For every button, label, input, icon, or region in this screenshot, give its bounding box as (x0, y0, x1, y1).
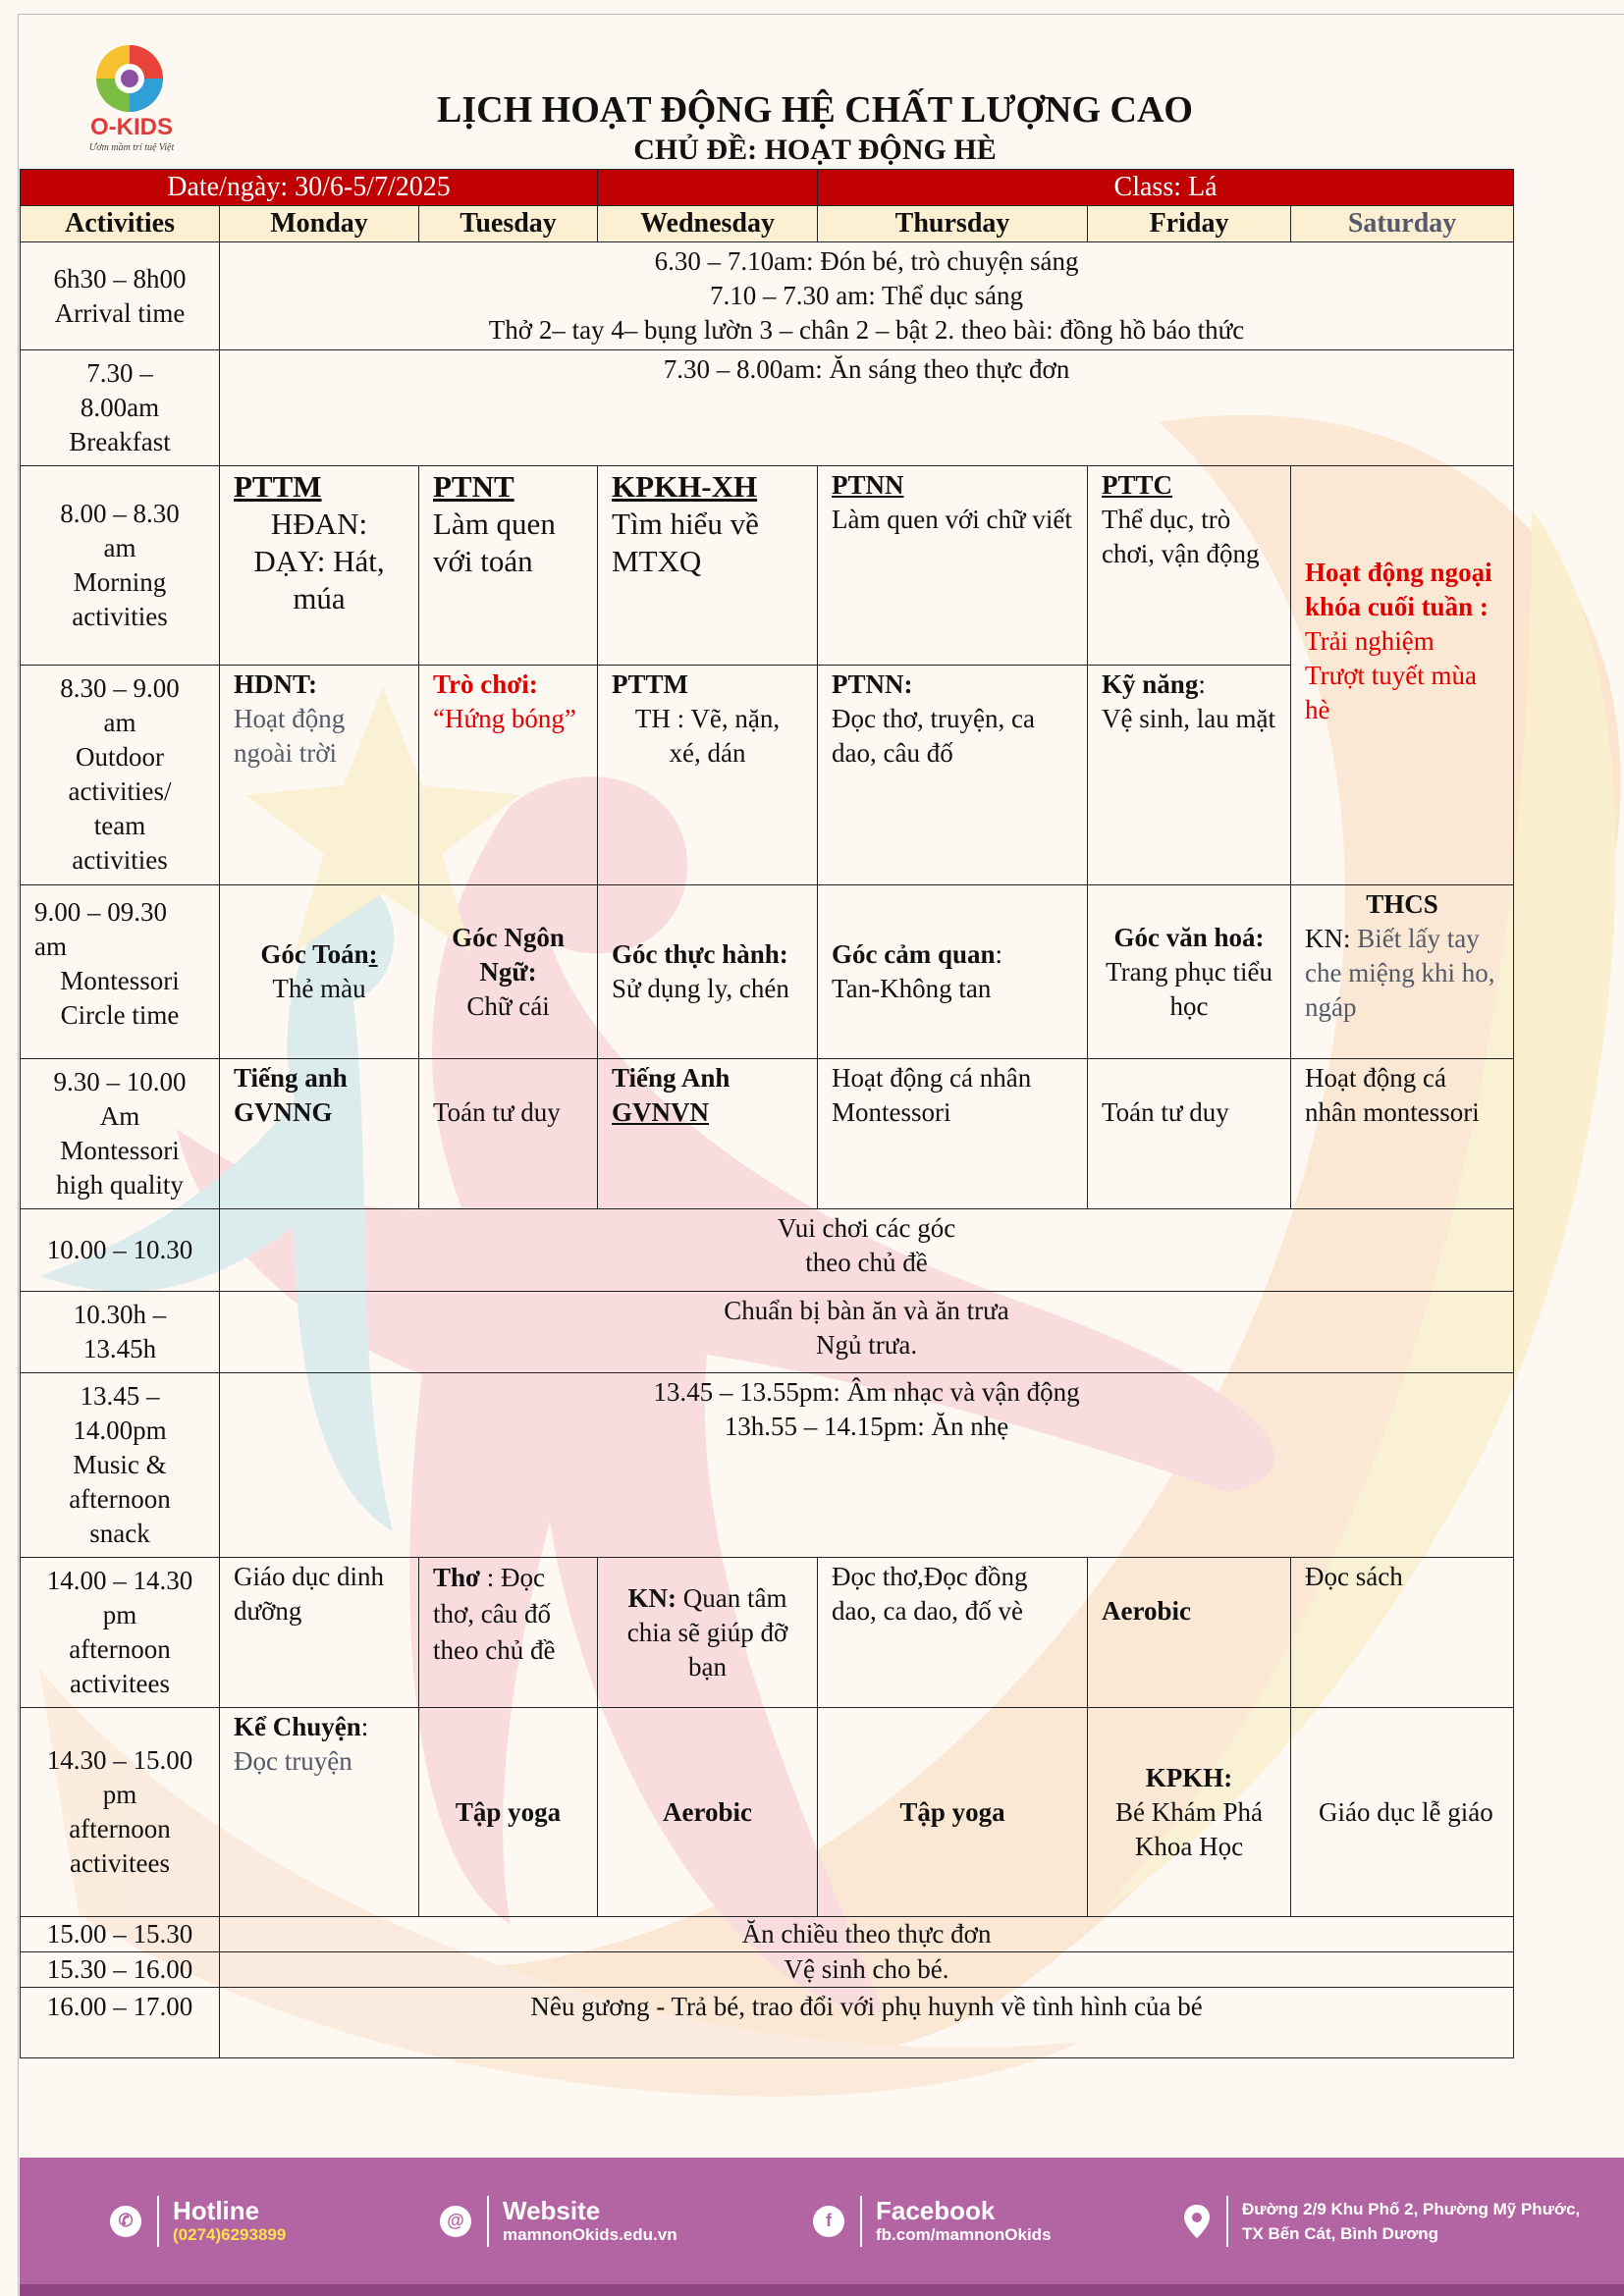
tuesday-cell: Tập yoga (419, 1708, 598, 1917)
friday-cell (1088, 885, 1291, 1059)
time-line: activitees (70, 1848, 170, 1878)
cell-heading: KN: (627, 1582, 677, 1613)
cell-colon: : (1198, 669, 1206, 699)
time-cell (21, 1558, 220, 1708)
all-days-cell: Nêu gương - Trả bé, trao đổi với phụ huynh về tình hình của bé (220, 1988, 1514, 2058)
cell-text: Hoạt động ngoài trời (234, 704, 346, 768)
friday-cell (1088, 466, 1291, 666)
monday-cell (220, 666, 419, 885)
time-line: 14.00 – 14.30 (46, 1566, 193, 1595)
wednesday-cell (598, 466, 818, 666)
footer-hotline[interactable] (110, 2158, 286, 2284)
cell-text: Trải nghiệm Trượt tuyết mùa hè (1305, 625, 1477, 724)
time-cell: 15.30 – 16.00 (21, 1952, 220, 1988)
cell-heading: Góc cảm quan (832, 939, 996, 969)
table-row (21, 350, 1514, 466)
website-label: Website (503, 2195, 601, 2225)
thursday-cell: Tập yoga (818, 1708, 1088, 1917)
time-line: team (93, 811, 146, 840)
tuesday-cell (419, 666, 598, 885)
cell-heading: THCS (1366, 889, 1438, 919)
cell-text: Tan-Không tan (832, 974, 992, 1003)
cell-text: DẠY: Hát, (253, 544, 385, 578)
saturday-cell (1291, 885, 1514, 1059)
cell-text: Đọc thơ, truyện, ca dao, câu đố (832, 704, 1035, 768)
phone-icon: ✆ (110, 2206, 141, 2237)
wednesday-cell (598, 666, 818, 885)
time-line: Music & (73, 1450, 167, 1479)
saturday-cell: Hoạt động cá nhân montessori (1291, 1059, 1514, 1209)
activity-line: Ngủ trưa. (815, 1330, 918, 1360)
cell-heading: Góc Toán (260, 939, 369, 969)
monday-cell (220, 885, 419, 1059)
time-line: pm (102, 1780, 137, 1809)
time-line: 8.30 – 9.00 (60, 673, 180, 703)
cell-heading: PTNN (832, 470, 904, 500)
monday-cell (220, 466, 419, 666)
cell-text: Toán tư duy (1102, 1097, 1229, 1127)
time-line: Outdoor (76, 742, 164, 772)
cell-text: TH : Vẽ, nặn, (634, 704, 781, 733)
all-days-cell: Ăn chiều theo thực đơn (220, 1917, 1514, 1952)
thursday-cell (818, 666, 1088, 885)
schedule-table (20, 169, 1514, 2058)
cell-text: Đọc truyện (234, 1746, 352, 1776)
tuesday-cell (419, 1558, 598, 1708)
activity-line: 6.30 – 7.10am: Đón bé, trò chuyện sáng (654, 246, 1079, 276)
time-cell (21, 1059, 220, 1209)
cell-heading: PTNT (433, 469, 514, 504)
saturday-cell (1291, 1708, 1514, 1917)
col-header-tuesday: Tuesday (419, 206, 598, 242)
cell-heading: Hoạt động ngoại khóa cuối tuần : (1305, 557, 1492, 621)
thursday-cell: Đọc thơ,Đọc đồng dao, ca dao, đố vè (818, 1558, 1088, 1708)
cell-text: xé, dán (669, 738, 746, 768)
logo-tagline: Ươm mầm trí tuệ Việt (88, 142, 175, 153)
col-header-friday: Friday (1088, 206, 1291, 242)
footer-divider (1226, 2196, 1228, 2247)
cell-heading: PTNN: (832, 669, 913, 699)
friday-cell (1088, 1708, 1291, 1917)
cell-text: GVNNG (234, 1097, 333, 1127)
cell-text: Vệ sinh, lau mặt (1102, 704, 1275, 733)
time-line: Montessori (60, 966, 180, 995)
time-line: 6h30 – 8h00 (53, 263, 187, 294)
time-line: am (34, 932, 67, 961)
time-line: activities (72, 845, 168, 875)
time-cell (21, 350, 220, 466)
cell-heading: Góc văn hoá: (1113, 922, 1265, 952)
col-header-thursday: Thursday (818, 206, 1088, 242)
time-cell (21, 1373, 220, 1558)
footer-address (1183, 2158, 1580, 2284)
col-header-saturday: Saturday (1291, 206, 1514, 242)
time-line: am (103, 708, 136, 737)
table-row (21, 1292, 1514, 1373)
cell-text: Quan tâm chia sẽ giúp đỡ bạn (626, 1582, 788, 1682)
activity-line: 13.45 – 13.55pm: Âm nhạc và vận động (653, 1377, 1080, 1407)
footer-divider (487, 2196, 489, 2247)
time-line: 9.00 – 09.30 (34, 897, 167, 927)
page-title: LỊCH HOẠT ĐỘNG HỆ CHẤT LƯỢNG CAO (437, 89, 1193, 131)
time-line: Breakfast (69, 427, 171, 456)
footer-divider (157, 2196, 159, 2247)
col-header-wednesday: Wednesday (598, 206, 818, 242)
activity-line: Thở 2– tay 4– bụng lườn 3 – chân 2 – bật 2. theo bài: đồng hồ báo thức (488, 315, 1245, 345)
cell-heading: KPKH: (1145, 1762, 1233, 1792)
address-line: TX Bến Cát, Bình Dương (1242, 2223, 1439, 2243)
friday-cell (1088, 666, 1291, 885)
time-line: pm (102, 1600, 137, 1629)
at-icon: @ (440, 2206, 471, 2237)
time-line: 9.30 – 10.00 (53, 1067, 187, 1096)
facebook-label: Facebook (876, 2195, 996, 2225)
table-row (21, 666, 1514, 885)
hotline-label: Hotline (173, 2195, 260, 2225)
page-subtitle: CHỦ ĐỀ: HOẠT ĐỘNG HÈ (633, 133, 997, 166)
date-cell: Date/ngày: 30/6-5/7/2025 (21, 170, 598, 206)
thursday-cell: Hoạt động cá nhân Montessori (818, 1059, 1088, 1209)
time-line: 14.30 – 15.00 (46, 1745, 193, 1775)
cell-colon: : (368, 939, 378, 969)
time-line: activitees (70, 1669, 170, 1698)
all-days-cell (220, 242, 1514, 350)
cell-heading: Kỹ năng (1102, 669, 1199, 699)
wednesday-cell (598, 885, 818, 1059)
table-row (21, 1558, 1514, 1708)
monday-cell: Giáo dục dinh dưỡng (220, 1558, 419, 1708)
activity-line: 7.10 – 7.30 am: Thể dục sáng (710, 281, 1023, 310)
location-pin-icon (1183, 2204, 1211, 2239)
cell-text: Thể dục, trò chơi, vận động (1102, 505, 1260, 568)
facebook-icon: f (813, 2206, 844, 2237)
all-days-cell: Vệ sinh cho bé. (220, 1952, 1514, 1988)
cell-heading: PTTM (234, 469, 322, 504)
logo-brand: O-KIDS (90, 114, 173, 140)
table-row (21, 1917, 1514, 1952)
tuesday-cell (419, 885, 598, 1059)
cell-text: HĐAN: (270, 507, 368, 541)
cell-text: GVNVN (612, 1097, 710, 1127)
class-cell: Class: Lá (818, 170, 1514, 206)
wednesday-cell: Aerobic (598, 1708, 818, 1917)
time-cell (21, 885, 220, 1059)
footer-website[interactable] (440, 2158, 677, 2284)
time-line: 14.00pm (73, 1415, 167, 1445)
time-cell: 16.00 – 17.00 (21, 1988, 220, 2058)
empty-red-cell (598, 170, 818, 206)
monday-cell (220, 1059, 419, 1209)
time-line: Circle time (60, 1000, 180, 1030)
address-line: Đường 2/9 Khu Phố 2, Phường Mỹ Phước, (1242, 2199, 1581, 2218)
all-days-cell (220, 1373, 1514, 1558)
table-row (21, 1209, 1514, 1292)
time-line: afternoon (69, 1634, 171, 1664)
cell-colon: : (995, 939, 1003, 969)
table-row (21, 1988, 1514, 2058)
time-line: Arrival time (54, 297, 186, 328)
monday-cell (220, 1708, 419, 1917)
table-row (21, 1373, 1514, 1558)
cell-heading: KPKH-XH (612, 469, 758, 504)
activity-line: Chuẩn bị bàn ăn và ăn trưa (724, 1296, 1009, 1325)
cell-heading: Góc thực hành: (612, 939, 788, 969)
cell-text: Tiếng Anh (612, 1063, 731, 1093)
time-line: 10.30h – (73, 1300, 167, 1329)
time-cell (21, 466, 220, 666)
cell-text: Sử dụng ly, chén (612, 974, 789, 1003)
time-line: high quality (56, 1170, 184, 1200)
time-cell (21, 1708, 220, 1917)
cell-text: Tiếng anh (234, 1063, 348, 1093)
cell-heading: Trò chơi: (433, 669, 538, 699)
cell-text: Làm quen với chữ viết (832, 505, 1072, 534)
cell-heading: PTTM (612, 669, 689, 699)
cell-heading: Thơ (433, 1563, 480, 1592)
footer-strip (20, 2284, 1624, 2296)
time-cell: 15.00 – 15.30 (21, 1917, 220, 1952)
cell-text: Trang phục tiểu học (1106, 956, 1273, 1021)
time-line: 13.45 – (80, 1381, 160, 1411)
table-row (21, 1952, 1514, 1988)
table-row (21, 1059, 1514, 1209)
table-row (21, 885, 1514, 1059)
website-url: mamnonOkids.edu.vn (503, 2224, 677, 2244)
tuesday-cell (419, 1059, 598, 1209)
time-line: Am (99, 1101, 140, 1131)
time-line: afternoon (69, 1814, 171, 1843)
cell-heading: PTTC (1102, 470, 1173, 500)
facebook-url: fb.com/mamnonOkids (876, 2224, 1052, 2244)
activity-line: theo chủ đề (805, 1248, 928, 1277)
wednesday-cell (598, 1059, 818, 1209)
activity-line: Vui chơi các góc (777, 1213, 956, 1243)
time-line: 7.30 – (86, 358, 153, 388)
cell-text: Aerobic (1102, 1596, 1192, 1626)
cell-text: Bé Khám Phá Khoa Học (1115, 1796, 1264, 1861)
time-cell (21, 666, 220, 885)
col-header-activities: Activities (21, 206, 220, 242)
time-cell: 10.00 – 10.30 (21, 1209, 220, 1292)
cell-text: : Đọc thơ, câu đố theo chủ đề (433, 1563, 556, 1665)
all-days-cell (220, 1209, 1514, 1292)
day-header-row (21, 206, 1514, 242)
cell-heading: HDNT: (234, 669, 317, 699)
cell-text: Chữ cái (466, 990, 550, 1021)
thursday-cell (818, 885, 1088, 1059)
cell-text: Giáo dục lễ giáo (1319, 1796, 1493, 1827)
table-row (21, 242, 1514, 350)
thursday-cell (818, 466, 1088, 666)
cell-prefix: KN: (1305, 924, 1358, 953)
activity-line: 13h.55 – 14.15pm: Ăn nhẹ (724, 1412, 1009, 1441)
time-line: 8.00am (80, 393, 160, 422)
hotline-number: (0274)6293899 (173, 2224, 287, 2244)
footer-bar (20, 2158, 1624, 2284)
cell-text: “Hứng bóng” (433, 704, 576, 733)
cell-colon: : (360, 1712, 369, 1741)
time-line: Montessori (60, 1136, 180, 1165)
time-line: activities/ (68, 776, 172, 806)
cell-text: Làm quen với toán (433, 507, 556, 578)
date-class-row (21, 170, 1514, 206)
footer-divider (860, 2196, 862, 2247)
time-line: Morning (73, 567, 167, 597)
footer-facebook[interactable] (813, 2158, 1052, 2284)
all-days-cell: 7.30 – 8.00am: Ăn sáng theo thực đơn (220, 350, 1514, 466)
cell-text: Toán tư duy (433, 1097, 561, 1127)
table-row (21, 466, 1514, 666)
cell-text: Biết lấy tay che miệng khi ho, ngáp (1305, 924, 1495, 1022)
time-line: snack (89, 1519, 150, 1548)
time-line: am (103, 533, 136, 562)
cell-text: Thẻ màu (272, 974, 366, 1003)
tuesday-cell (419, 466, 598, 666)
time-cell (21, 1292, 220, 1373)
time-line: 8.00 – 8.30 (60, 499, 180, 528)
cell-text: múa (293, 581, 346, 615)
cell-heading: Góc Ngôn Ngữ: (452, 922, 565, 987)
all-days-cell (220, 1292, 1514, 1373)
time-line: 13.45h (82, 1334, 157, 1363)
cell-heading: Kể Chuyện (234, 1712, 361, 1741)
friday-cell (1088, 1558, 1291, 1708)
time-line: activities (72, 602, 168, 631)
okids-logo (71, 39, 192, 162)
time-cell (21, 242, 220, 350)
saturday-extracurricular-cell (1291, 466, 1514, 885)
friday-cell (1088, 1059, 1291, 1209)
wednesday-cell (598, 1558, 818, 1708)
cell-text: Tìm hiểu về MTXQ (612, 507, 759, 578)
saturday-cell: Đọc sách (1291, 1558, 1514, 1708)
col-header-monday: Monday (220, 206, 419, 242)
time-line: afternoon (69, 1484, 171, 1514)
table-row (21, 1708, 1514, 1917)
